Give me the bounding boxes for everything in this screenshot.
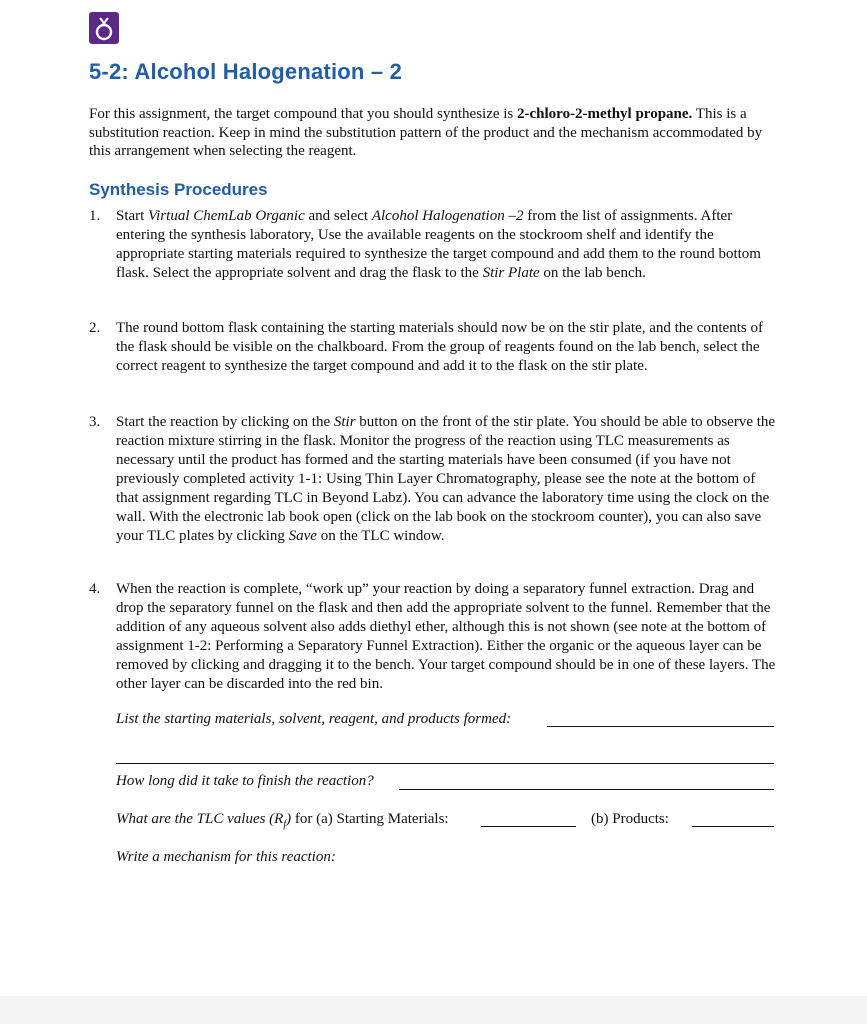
step-text: Start the reaction by clicking on the Stir button on the front of the stir plate. You should be able to observe the reaction mixture stirring in the flask. Monitor the progress of the reaction using TLC measurements as necessary until the product has formed and the starting materials have been consumed (if you have not previously completed activity 1-1: Using Thin Layer Chromatography, please see the note at the bottom of that assignment regarding TLC in Beyond Labz). You can advance the laboratory time using the clock on the wall. With the electronic lab book open (click on the lab book on the stockroom counter), you can also save your TLC plates by clicking Save on the TLC window. bbox=[116, 414, 776, 544]
flask-logo-icon bbox=[89, 12, 119, 44]
intro-paragraph bbox=[89, 105, 769, 161]
intro-text-before: For this assignment, the target compound that you should synthesize is bbox=[89, 106, 518, 122]
step-text: The round bottom flask containing the starting materials should now be on the stir plate, and the contents of the flask should be visible on the chalkboard. From the group of reagents found on the lab bench, select the correct reagent to synthesize the target compound and add it to the flask on the stir plate. bbox=[116, 320, 763, 374]
section-heading: Synthesis Procedures bbox=[89, 180, 268, 199]
question-reaction-time: How long did it take to finish the reaction? bbox=[116, 773, 374, 789]
step-number: 3. bbox=[89, 414, 101, 430]
intro-text-after: This is a substitution reaction. Keep in mind the substitution pattern of the product and the mechanism accommodated by this arrangement when selecting the reagent. bbox=[89, 106, 763, 159]
step-text: Start Virtual ChemLab Organic and select Alcohol Halogenation –2 from the list of assignments. After entering the synthesis laboratory, Use the available reagents on the stockroom shelf and identify the appropriate starting materials required to synthesize the target compound and add them to the round bottom flask. Select the appropriate solvent and drag the flask to the Stir Plate on the lab bench. bbox=[116, 208, 761, 281]
question-tlc-products: (b) Products: bbox=[591, 811, 669, 827]
answer-line[interactable] bbox=[481, 826, 576, 827]
answer-line[interactable] bbox=[547, 726, 774, 727]
page-footer-band bbox=[0, 996, 867, 1024]
page-title: 5-2: Alcohol Halogenation – 2 bbox=[89, 59, 403, 84]
question-mechanism: Write a mechanism for this reaction: bbox=[116, 849, 336, 865]
step-text: When the reaction is complete, “work up” your reaction by doing a separatory funnel extraction. Drag and drop the separatory funnel on the flask and then add the appropriate solvent to the funnel. Remember that the addition of any aqueous solvent also adds diethyl ether, although this is not shown (see note at the bottom of assignment 1-2: Performing a Separatory Funnel Extraction). Either the organic or the aqueous layer can be removed by clicking and dragging it to the bench. Your target compound should be in one of these layers. The other layer can be discarded into the red bin. bbox=[116, 581, 776, 692]
question-tlc-values: What are the TLC values $(R_f)$ for (a) Starting Materials: bbox=[116, 811, 449, 830]
answer-line[interactable] bbox=[116, 763, 774, 764]
question-starting-materials: List the starting materials, solvent, reagent, and products formed: bbox=[116, 711, 512, 727]
step-number: 1. bbox=[89, 208, 101, 224]
answer-line[interactable] bbox=[399, 789, 774, 790]
target-compound: 2-chloro-2-methyl propane. bbox=[517, 106, 693, 122]
step-number: 4. bbox=[89, 581, 101, 597]
step-number: 2. bbox=[89, 320, 101, 336]
answer-line[interactable] bbox=[692, 826, 774, 827]
